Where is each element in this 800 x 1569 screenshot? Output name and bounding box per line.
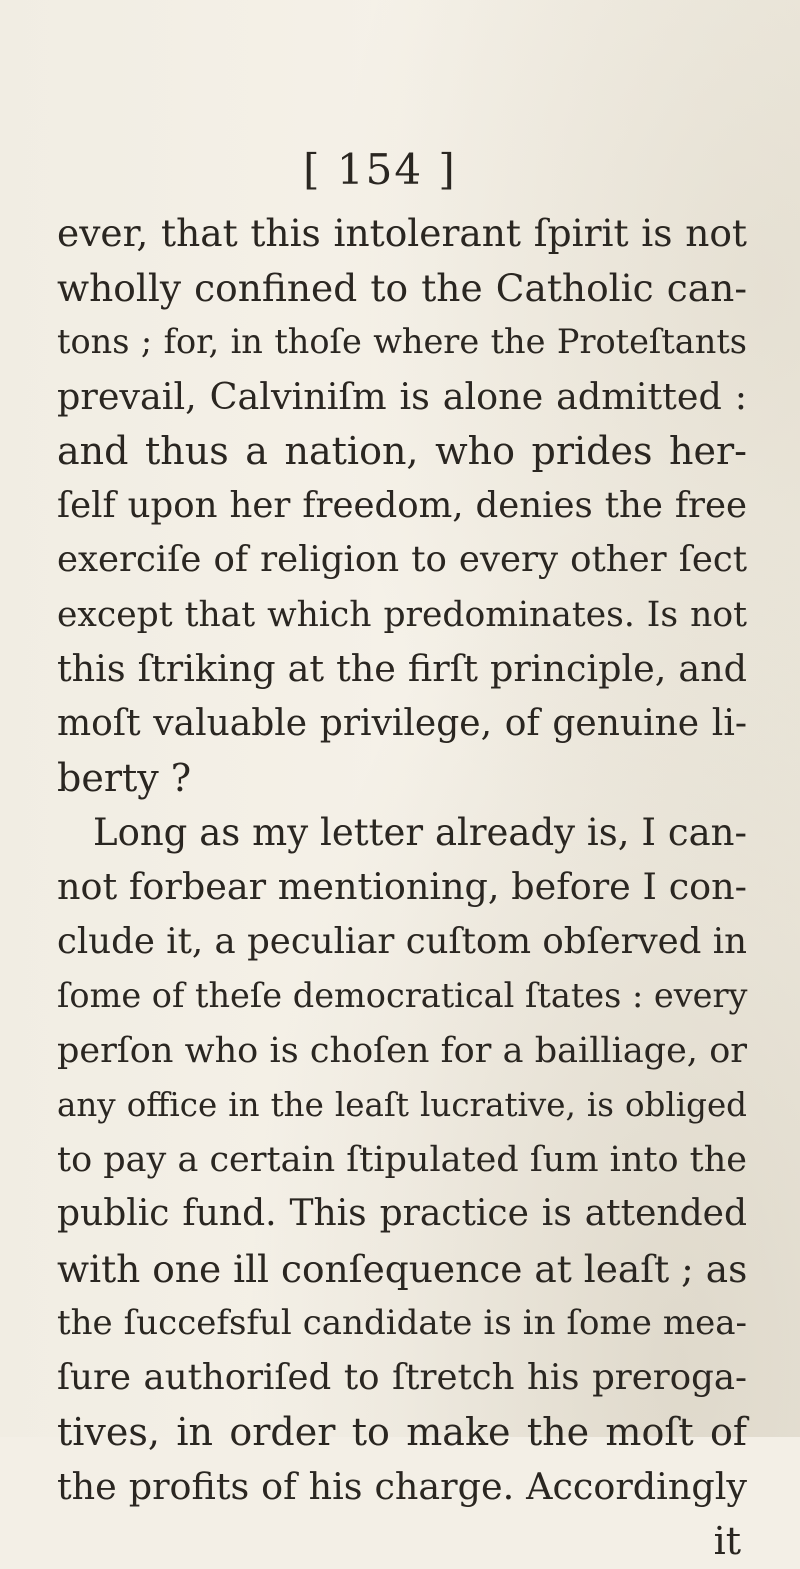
text-line: and thus a nation, who prides her-	[57, 429, 747, 473]
text-line: wholly confined to the Catholic can-	[57, 265, 747, 310]
text-line: to pay a certain ſtipulated ſum into the	[57, 1139, 747, 1180]
text-line: moſt valuable privilege, of genuine li-	[57, 702, 747, 744]
text-line: this ſtriking at the firſt principle, and	[57, 647, 747, 690]
text-line: any office in the leaſt lucrative, is obliged	[57, 1086, 747, 1124]
text-line: ſome of theſe democratical ſtates : every	[57, 976, 748, 1015]
text-line: ever, that this intolerant ſpirit is not	[57, 211, 747, 255]
page-number-header: [ 154 ]	[303, 145, 457, 194]
text-line-paragraph-end: berty ?	[57, 756, 192, 800]
text-line: ſelf upon her freedom, denies the free	[57, 484, 747, 526]
text-line: with one ill conſequence at leaſt ; as	[57, 1246, 748, 1291]
text-line: ſure authoriſed to ſtretch his preroga-	[57, 1356, 747, 1398]
text-line: the ſuccefsful candidate is in ſome mea-	[57, 1303, 747, 1343]
text-line: exerciſe of religion to every other ſect	[57, 539, 747, 580]
text-line: not forbear mentioning, before I con-	[57, 865, 747, 908]
text-line: tives, in order to make the moſt of	[57, 1410, 747, 1454]
text-line: the profits of his charge. Accordingly	[57, 1464, 747, 1508]
text-line: clude it, a peculiar cuſtom obſerved in	[57, 920, 747, 962]
text-line: perſon who is choſen for a bailliage, or	[57, 1030, 747, 1071]
text-line: tons ; for, in thoſe where the Proteſtants	[57, 322, 747, 361]
text-line: prevail, Calviniſm is alone admitted :	[57, 374, 747, 418]
text-line-paragraph-start: Long as my letter already is, I can-	[93, 810, 747, 854]
catchword: it	[713, 1519, 741, 1563]
body-text	[57, 206, 747, 1569]
text-line: public fund. This practice is attended	[57, 1193, 747, 1234]
text-line: except that which predominates. Is not	[57, 594, 747, 635]
